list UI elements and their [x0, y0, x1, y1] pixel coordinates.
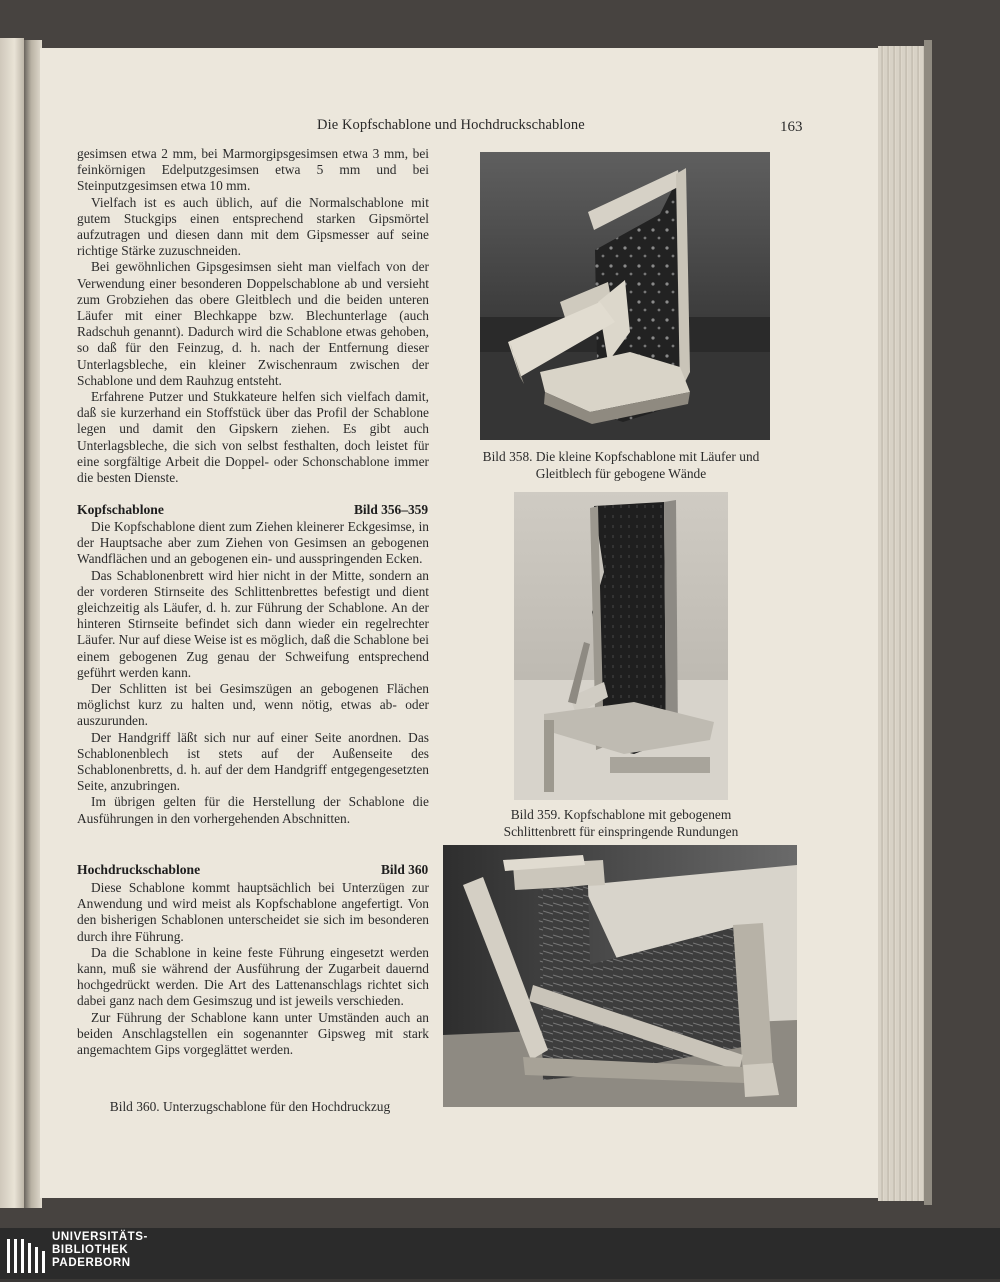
text-block-kopfschablone: [77, 519, 429, 827]
paragraph: Diese Schablone kommt hauptsächlich bei Unterzügen zur Anwendung und wird meist als Kopfschablone angefertigt. Von den bisherigen Schablonen unterscheidet sie sich im besonderen durch ihre Führung.: [77, 880, 429, 944]
cover-edge: [924, 40, 932, 1205]
caption-bild-358: [470, 448, 772, 482]
paragraph: Erfahrene Putzer und Stukkateure helfen sich vielfach damit, daß sie kurzerhand ein Stoffstück über das Profil der Schablone legen und damit den Gipskern ziehen. Es gibt auch Unterlagsbleche, die sich von selbst festhalten, doch leistet für eine sorgfältige Arbeit die Doppel- oder Schonschablone immer die besten Dienste.: [77, 389, 429, 486]
library-name: [52, 1231, 148, 1271]
paragraph: Da die Schablone in keine feste Führung eingesetzt werden kann, muß sie während der Ausführung der Zugarbeit dauernd hochgedrückt werden. Die Art des Lattenanschlags richtet sich dabei ganz nach dem Gesimszug und ist jeweils verschieden.: [77, 944, 429, 1009]
page-number: 163: [780, 119, 803, 135]
paragraph: Bei gewöhnlichen Gipsgesimsen sieht man vielfach von der Verwendung einer besonderen Doppelschablone ab und versieht zum Grobziehen das obere Gleitblech und die beiden unteren Läufer mit einer Blechkappe bzw. Blechunterlage (auch Radschuh genannt). Dadurch wird die Schablone etwas gehoben, so daß für den Feinzug, d. h. nach der Entfernung dieser Unterlagsbleche, ein kleiner Zwischenraum zwischen der Schablone und dem Rauhzug entsteht.: [77, 259, 429, 388]
paragraph: Der Schlitten ist bei Gesimszügen an gebogenen Flächen möglichst kurz zu halten und, wenn nötig, etwas ab- oder auszurunden.: [77, 681, 429, 729]
running-title: Die Kopfschablone und Hochdruckschablone: [317, 117, 585, 133]
paragraph: Die Kopfschablone dient zum Ziehen kleinerer Eckgesimse, in der Hauptsache aber zum Ziehen von Gesimsen an gebogenen Wandflächen und an gebogenen ein- und ausspringenden Ecken.: [77, 519, 429, 567]
library-name-line: BIBLIOTHEK: [52, 1244, 129, 1257]
paragraph: Der Handgriff läßt sich nur auf einer Seite anordnen. Das Schablonenblech ist stets auf der Außenseite des Schablonenbretts, d. h. auf der dem Handgriff entgegengesetzten Seite, anzubringen.: [77, 729, 429, 794]
caption-line: Schlittenbrett für einspringende Rundungen: [503, 824, 739, 839]
left-page-edge: [0, 38, 24, 1208]
photo-bild-358: [480, 152, 770, 440]
section-figure-ref: Bild 360: [381, 862, 429, 877]
library-name-line: PADERBORN: [52, 1257, 131, 1270]
page-edges: [878, 46, 928, 1201]
text-block-intro: [77, 146, 429, 486]
section-figure-ref: Bild 356–359: [354, 502, 429, 517]
caption-bild-360: Bild 360. Unterzugschablone für den Hochdruckzug: [109, 1099, 391, 1114]
section-heading-kopfschablone: Kopfschablone: [77, 502, 164, 517]
caption-line: Bild 358. Die kleine Kopfschablone mit Läufer und: [482, 449, 760, 464]
library-logo: [6, 1233, 46, 1277]
caption-bild-359: [470, 806, 772, 840]
library-footer: [0, 1228, 1000, 1279]
paragraph: Zur Führung der Schablone kann unter Umständen auch an beiden Anschlagstellen ein sogenannter Gipsweg mit stark angemachtem Gips vorgeglättet werden.: [77, 1009, 429, 1058]
photo-bild-360: [443, 845, 797, 1107]
library-name-line: UNIVERSITÄTS-: [52, 1231, 148, 1243]
paragraph: Vielfach ist es auch üblich, auf die Normalschablone mit gutem Stuckgips einen entsprechend starken Gipsmörtel aufzutragen und diesen dann mit dem Gipsmesser auf seine richtige Stärke zuzuschneiden.: [77, 194, 429, 259]
photo-bild-359: [514, 492, 728, 800]
paragraph: gesimsen etwa 2 mm, bei Marmorgipsgesimsen etwa 3 mm, bei feinkörnigen Edelputzgesimsen etwa 5 mm und bei Steinputzgesimsen etwa 10 mm.: [77, 146, 429, 194]
paragraph: Das Schablonenbrett wird hier nicht in der Mitte, sondern an der vorderen Stirnseite des Schlittenbrettes befestigt und dient gleichzeitig als Läufer, d. h. zur Führung der Schablone. An der hinteren Stirnseite befindet sich dann wieder ein regelrechter Läufer. Nur auf diese Weise ist es möglich, daß die Schablone bei einem gebogenen Zug genau der Schweifung entsprechend geführt werden kann.: [77, 567, 429, 680]
section-heading-hochdruckschablone: Hochdruckschablone: [77, 862, 201, 877]
text-block-hochdruckschablone: [77, 880, 429, 1058]
caption-line: Bild 359. Kopfschablone mit gebogenem: [510, 807, 732, 822]
caption-line: Gleitblech für gebogene Wände: [535, 466, 707, 481]
paragraph: Im übrigen gelten für die Herstellung der Schablone die Ausführungen in den vorhergehenden Abschnitten.: [77, 794, 429, 826]
